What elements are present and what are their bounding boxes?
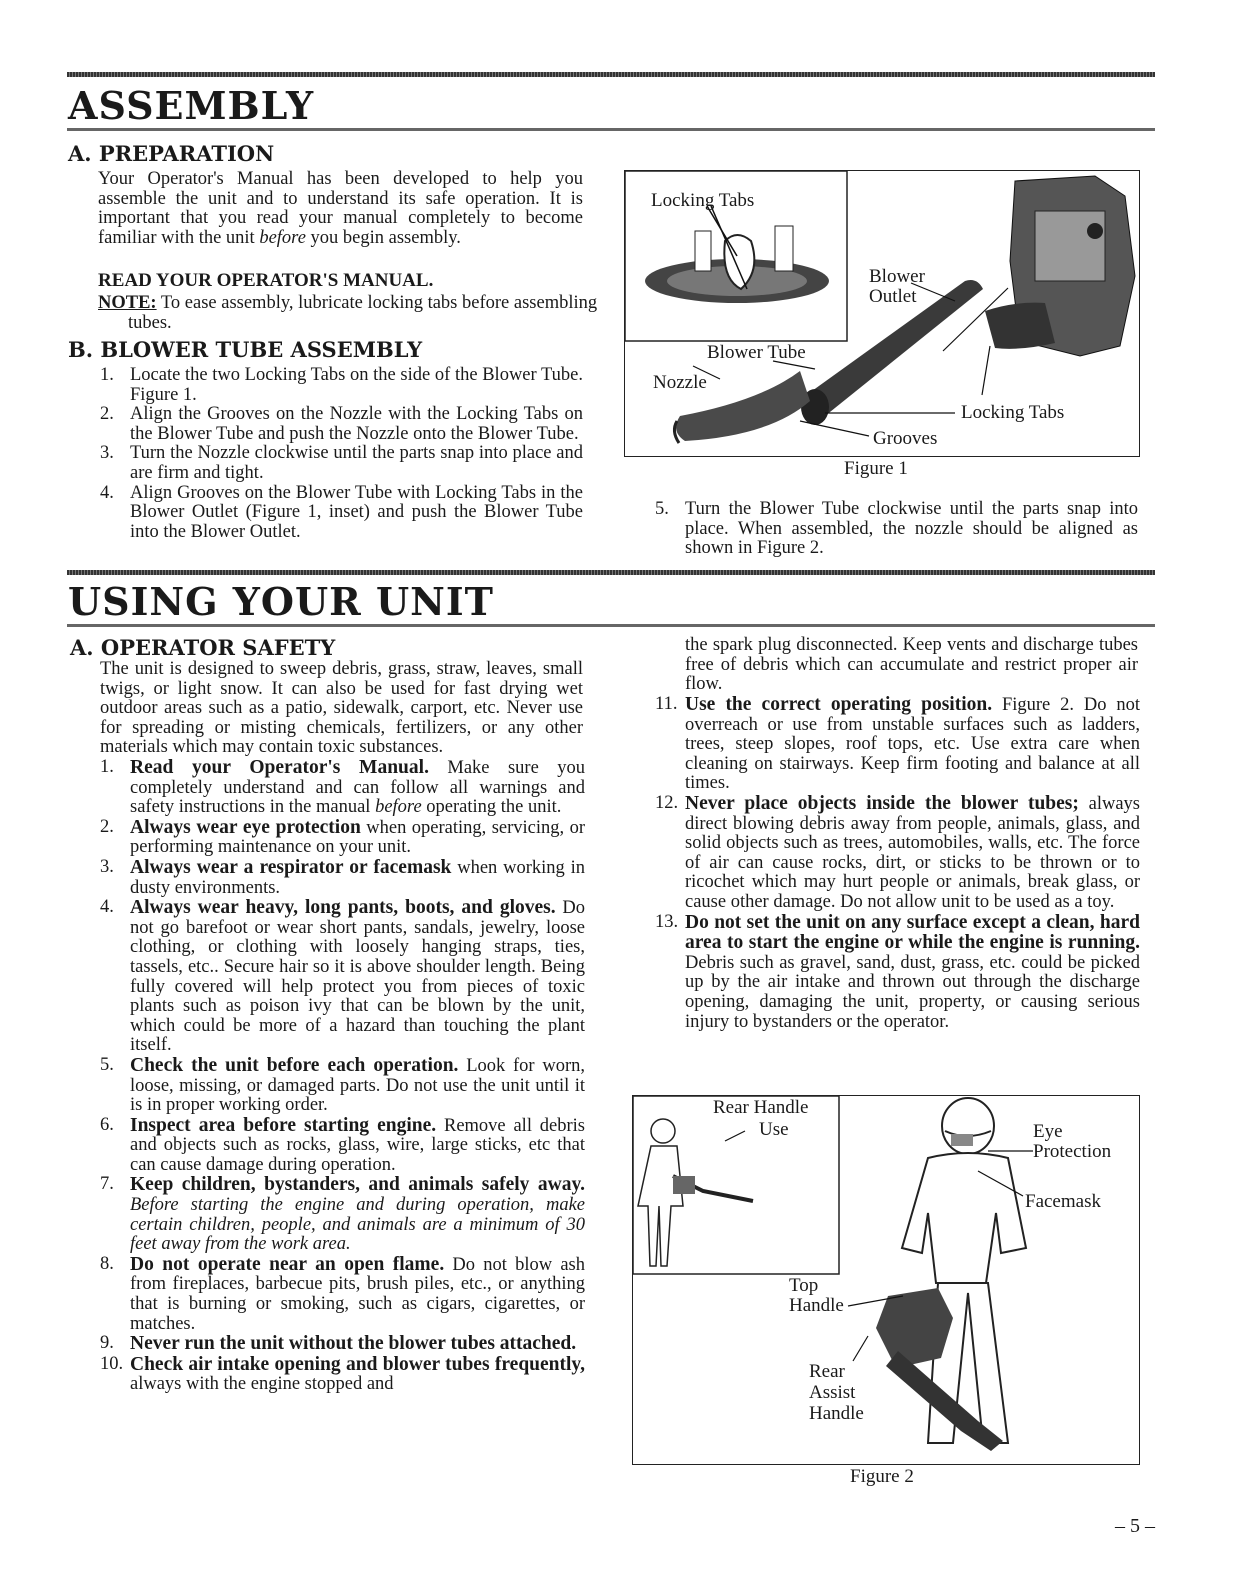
- item-heading: Check air intake opening and blower tubes frequently,: [130, 1353, 585, 1375]
- label-outlet: Outlet: [869, 286, 917, 307]
- figure-1: [624, 170, 1140, 457]
- item-text: Debris such as gravel, sand, dust, grass, etc. could be picked up by the air intake and thrown out through the discharge opening, damaging the unit, property, or causing serious injury to bystanders or the operator.: [685, 952, 1140, 1032]
- assembly-step: [100, 405, 583, 444]
- assembly-steps: [100, 366, 583, 542]
- safety-item: [100, 858, 585, 898]
- item-10-continued: the spark plug disconnected. Keep vents and discharge tubes free of debris which can accumulate and restrict proper air flow.: [685, 635, 1138, 695]
- label-nozzle: Nozzle: [653, 372, 707, 393]
- item-number: 6.: [100, 1114, 114, 1135]
- step-number: 3.: [100, 443, 114, 464]
- safety-list-left: [100, 758, 585, 1395]
- assembly-step: [100, 484, 583, 543]
- note-label: NOTE:: [98, 293, 157, 313]
- item-number: 8.: [100, 1253, 114, 1274]
- step-text: Align the Grooves on the Nozzle with the Locking Tabs on the Blower Tube and push the Nozzle onto the Blower Tube.: [130, 404, 583, 444]
- assembly-title: ASSEMBLY: [68, 83, 315, 128]
- preparation-heading: A. PREPARATION: [68, 141, 275, 166]
- safety-item: [655, 794, 1140, 913]
- item-text: Do not blow ash from fireplaces, barbecue pits, brush piles, etc., or anything that is burning or smoking, such as cigars, cigarettes, or matches.: [130, 1254, 585, 1334]
- assembly-rule: [67, 128, 1155, 131]
- item-heading: Read your Operator's Manual.: [130, 757, 429, 778]
- blower-tube-heading: B. BLOWER TUBE ASSEMBLY: [68, 337, 423, 362]
- note-body: To ease assembly, lubricate locking tabs before assembling tubes.: [128, 293, 598, 333]
- top-rule: [67, 72, 1155, 77]
- prep-text-italic: before: [259, 227, 306, 248]
- assembly-step: [100, 366, 583, 405]
- label-grooves: Grooves: [873, 428, 938, 449]
- read-manual-line: READ YOUR OPERATOR'S MANUAL.: [98, 270, 434, 291]
- prep-text-b: you begin assembly.: [305, 227, 461, 248]
- item-heading: Always wear heavy, long pants, boots, and gloves.: [130, 897, 556, 919]
- label-eye: Eye: [1033, 1121, 1063, 1142]
- label-protection: Protection: [1033, 1141, 1112, 1162]
- label-blower: Blower: [869, 266, 925, 287]
- item-number: 2.: [100, 816, 114, 837]
- item-number: 10.: [100, 1353, 124, 1374]
- safety-item: [100, 1334, 585, 1355]
- step-number: 1.: [100, 365, 114, 385]
- step-number: 4.: [100, 482, 114, 503]
- step-text: Align Grooves on the Blower Tube with Locking Tabs in the Blower Outlet (Figure 1, inset) and push the Blower Tube into the Blower Outlet.: [130, 482, 583, 542]
- label-rear: Rear: [809, 1361, 845, 1382]
- item-text: Look for worn, loose, missing, or damaged parts. Do not use the unit until it is in proper working order.: [130, 1055, 585, 1116]
- safety-item: [100, 898, 585, 1056]
- step-text: Turn the Blower Tube clockwise until the parts snap into place. When assembled, the nozzle should be aligned as shown in Figure 2.: [685, 499, 1138, 559]
- using-title: USING YOUR UNIT: [68, 579, 494, 624]
- figure-1-caption: Figure 1: [844, 458, 908, 479]
- step-number: 5.: [655, 499, 669, 519]
- item-heading: Do not operate near an open flame.: [130, 1253, 445, 1275]
- item-text: when operating, servicing, or performing maintenance on your unit.: [130, 817, 585, 858]
- safety-item: [100, 1355, 585, 1395]
- assembly-step: [100, 444, 583, 483]
- safety-list-right: [655, 695, 1140, 1032]
- item-heading: Never place objects inside the blower tubes;: [685, 792, 1079, 814]
- note-text: [98, 294, 613, 333]
- item-heading: Always wear a respirator or facemask: [130, 856, 452, 878]
- figure-2-caption: Figure 2: [850, 1466, 914, 1487]
- item-text: when working in dusty environments.: [130, 857, 585, 898]
- item-number: 12.: [655, 792, 679, 813]
- item-heading: Never run the unit without the blower tubes attached.: [130, 1333, 577, 1355]
- item-italic: before: [375, 797, 422, 818]
- using-rule: [67, 624, 1155, 627]
- label-locking-tabs: Locking Tabs: [961, 402, 1065, 423]
- item-text: Remove all debris and objects such as rocks, glass, wire, large sticks, etc that can cause damage during operation.: [130, 1115, 585, 1175]
- label-handle-2: Handle: [809, 1403, 864, 1424]
- safety-item: [655, 695, 1140, 794]
- item-number: 7.: [100, 1174, 114, 1195]
- item-heading: Keep children, bystanders, and animals safely away.: [130, 1174, 585, 1196]
- item-text: Make sure you completely understand and can follow all warnings and safety instructions in the manual: [130, 758, 585, 818]
- safety-item: [100, 1116, 585, 1176]
- item-number: 5.: [100, 1054, 114, 1075]
- item-number: 1.: [100, 757, 114, 777]
- label-use: Use: [759, 1119, 789, 1140]
- step-number: 2.: [100, 404, 114, 425]
- item-text: Figure 2. Do not overreach or use from unstable surfaces such as ladders, trees, steep slopes, roof tops, etc. Use extra care when cleaning on stairways. Keep firm footing and balance at all times.: [685, 695, 1140, 794]
- item-number: 9.: [100, 1333, 114, 1354]
- item-number: 11.: [655, 694, 678, 714]
- safety-item: [100, 1056, 585, 1116]
- safety-item: [100, 758, 585, 818]
- item-heading: Inspect area before starting engine.: [130, 1114, 437, 1136]
- safety-item: [655, 913, 1140, 1033]
- item-text-end: operating the unit.: [421, 797, 562, 818]
- step-text: Turn the Nozzle clockwise until the parts snap into place and are firm and tight.: [130, 443, 583, 483]
- label-assist: Assist: [809, 1382, 856, 1403]
- assembly-step: [655, 500, 1138, 559]
- label-locking-tabs-inset: Locking Tabs: [651, 190, 755, 211]
- label-blower-tube: Blower Tube: [707, 342, 806, 363]
- item-italic: Before starting the engine and during operation, make certain children, people, and animals are a minimum of 30 feet away from the work area.: [130, 1195, 585, 1255]
- item-text: always direct blowing debris away from people, animals, glass, and solid objects such as trees, automobiles, walls, etc. The force of air can cause rocks, dirt, or sticks to be thrown or to ricochet which may hurt people or animals, break glass, or cause other damage. Do not allow unit to be used as a toy.: [685, 793, 1140, 912]
- label-top: Top: [789, 1275, 819, 1296]
- preparation-text: [98, 170, 583, 248]
- item-heading: Do not set the unit on any surface except a clean, hard area to start the engine or while the engine is running.: [685, 911, 1140, 954]
- safety-item: [100, 818, 585, 858]
- using-top-rule: [67, 570, 1155, 575]
- assembly-step-5: [655, 500, 1138, 559]
- item-number: 13.: [655, 911, 679, 932]
- safety-item: [100, 1255, 585, 1334]
- label-handle: Handle: [789, 1295, 844, 1316]
- item-text: always with the engine stopped and: [130, 1374, 394, 1395]
- item-text: Do not go barefoot or wear short pants, sandals, jewelry, loose clothing, or clothing with loosely hanging straps, ties, tassels, etc.. Secure hair so it is above shoulder length. Being fully covered will help protect you from pieces of toxic plants such as poison ivy that can be blown by the unit, which could be more of a hazard than touching the plant itself.: [130, 898, 585, 1056]
- item-number: 3.: [100, 856, 114, 877]
- figure-2: [632, 1095, 1140, 1465]
- item-heading: Check the unit before each operation.: [130, 1054, 459, 1076]
- item-heading: Always wear eye protection: [130, 816, 361, 838]
- item-heading: Use the correct operating position.: [685, 694, 993, 715]
- safety-item: [100, 1175, 585, 1254]
- page-number: – 5 –: [1115, 1515, 1155, 1537]
- operator-safety-heading: A. OPERATOR SAFETY: [70, 635, 336, 660]
- safety-intro: The unit is designed to sweep debris, grass, straw, leaves, small twigs, or light snow. It can also be used for fast drying wet outdoor areas such as a patio, sidewalk, carport, etc. Never use for spreading or misting chemicals, fertilizers, or any other materials which may contain toxic substances.: [100, 659, 583, 758]
- label-rear-handle: Rear Handle: [713, 1097, 809, 1118]
- label-facemask: Facemask: [1025, 1191, 1101, 1212]
- item-number: 4.: [100, 897, 114, 918]
- prep-text-a: Your Operator's Manual has been developed to help you assemble the unit and to understand its safe operation. It is important that you read your manual completely to become familiar with the unit: [98, 169, 583, 248]
- step-text: Locate the two Locking Tabs on the side of the Blower Tube. Figure 1.: [130, 365, 583, 405]
